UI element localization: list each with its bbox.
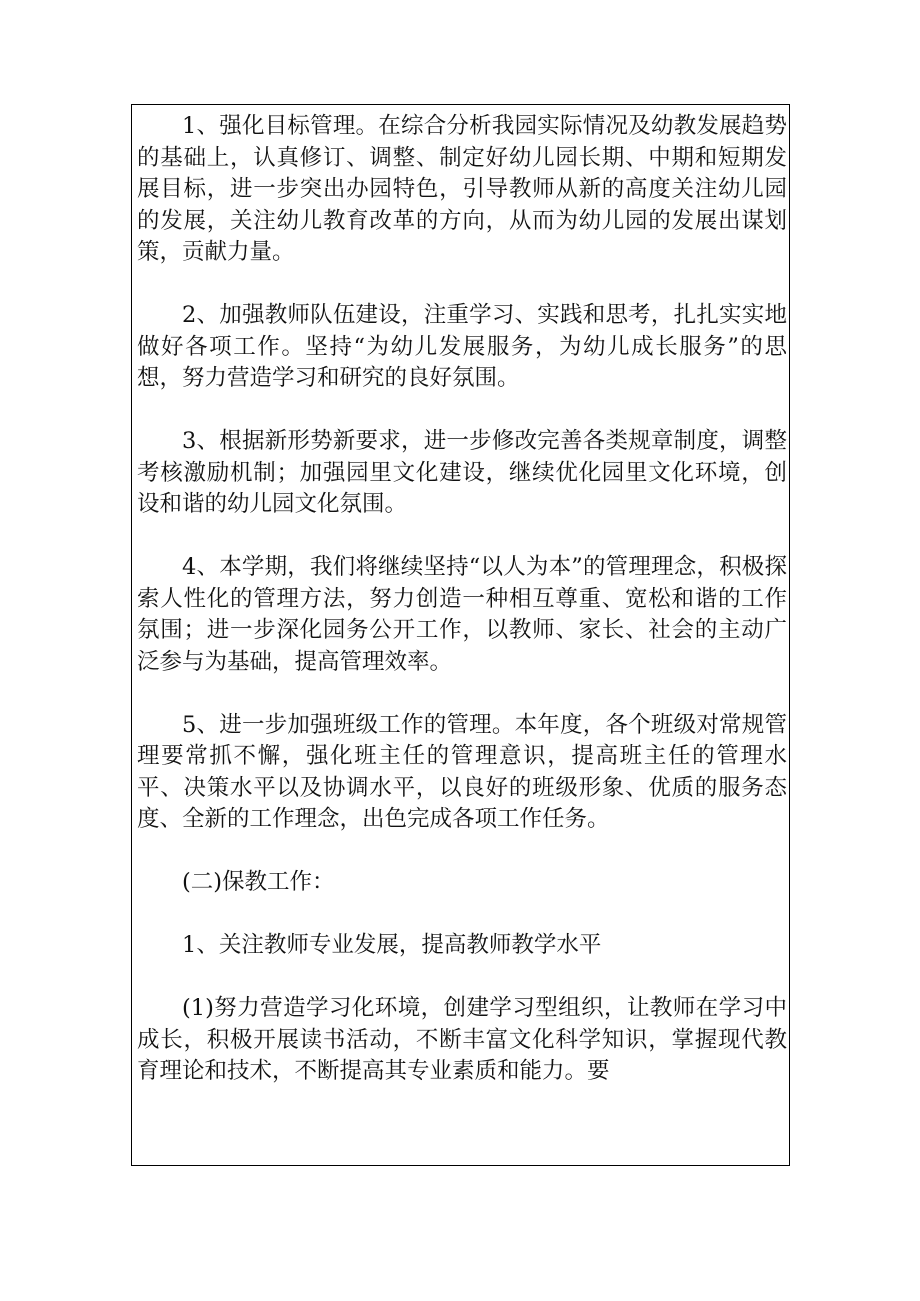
paragraph-regulations: 3、根据新形势新要求，进一步修改完善各类规章制度，调整考核激励机制；加强园里文化建设，继续优化园里文化环境，创设和谐的幼儿园文化氛围。 xyxy=(137,428,787,517)
subheading-teacher-development: 1、关注教师专业发展，提高教师教学水平 xyxy=(182,932,602,958)
paragraph-teacher-team: 2、加强教师队伍建设，注重学习、实践和思考，扎扎实实地做好各项工作。坚持“为幼儿发展服务，为幼儿成长服务”的思想，努力营造学习和研究的良好氛围。 xyxy=(137,302,787,391)
paragraph-goal-management: 1、强化目标管理。在综合分析我园实际情况及幼教发展趋势的基础上，认真修订、调整、制定好幼儿园长期、中期和短期发展目标，进一步突出办园特色，引导教师从新的高度关注幼儿园的发展，关注幼儿教育改革的方向，从而为幼儿园的发展出谋划策，贡献力量。 xyxy=(137,113,787,265)
section-heading-care-education: (二)保教工作： xyxy=(182,869,335,895)
paragraph-class-management: 5、进一步加强班级工作的管理。本年度，各个班级对常规管理要常抓不懈，强化班主任的管理意识，提高班主任的管理水平、决策水平以及协调水平，以良好的班级形象、优质的服务态度、全新的工作理念，出色完成各项工作任务。 xyxy=(137,711,787,832)
paragraph-people-oriented: 4、本学期，我们将继续坚持“以人为本”的管理理念，积极探索人性化的管理方法，努力创造一种相互尊重、宽松和谐的工作氛围；进一步深化园务公开工作，以教师、家长、社会的主动广泛参与为基础，提高管理效率。 xyxy=(137,554,787,675)
document-body xyxy=(137,111,787,1088)
paragraph-learning-environment: (1)努力营造学习化环境，创建学习型组织，让教师在学习中成长，积极开展读书活动，不断丰富文化科学知识，掌握现代教育理论和技术，不断提高其专业素质和能力。要 xyxy=(137,995,787,1084)
